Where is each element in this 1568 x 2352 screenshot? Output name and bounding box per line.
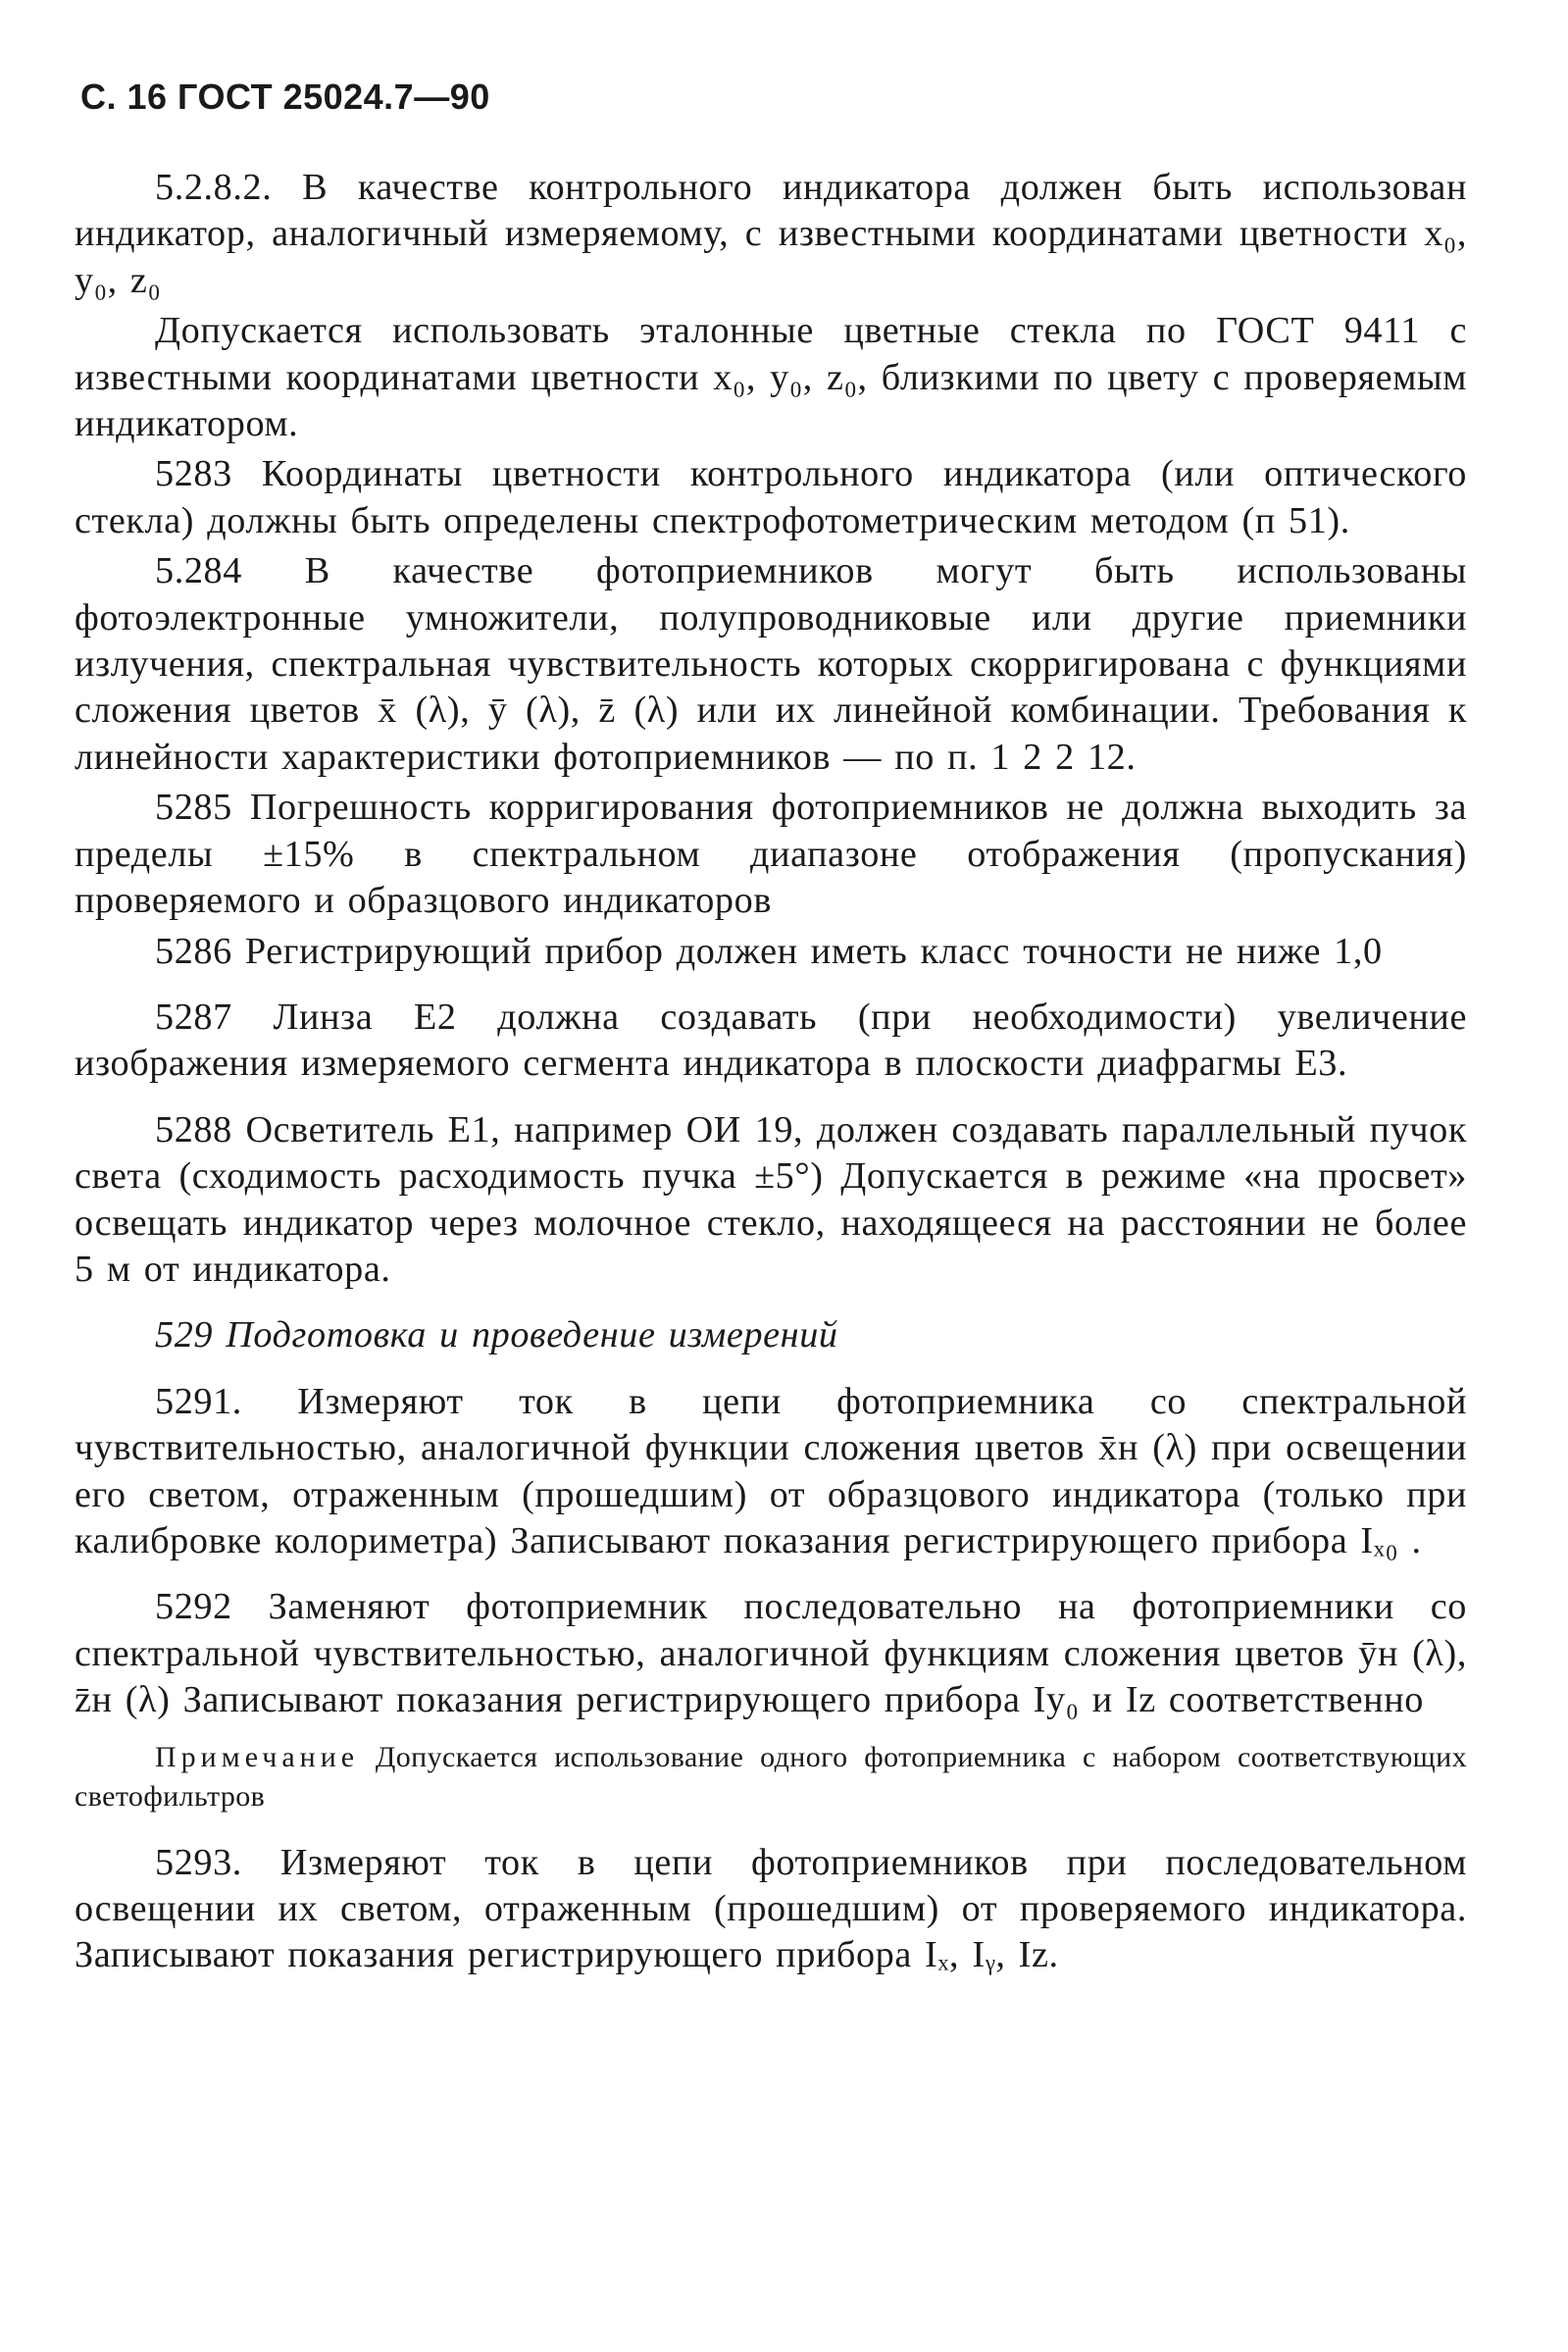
paragraph-5-2-9-3: 5293. Измеряют ток в цепи фотоприемников при последовательном освещении их светом, отраженным (прошедшим) от проверяемого индикатора. Записывают показания регистрирующего прибора Iₓ, Iᵧ, Iz. [75,1841,1467,1976]
paragraph-5-2-8-4: 5.284 В качестве фотоприемников могут быть использованы фотоэлектронные умножители, полупроводниковые или другие приемники излучения, спектральная чувствительность которых скорригирована с функциями сложения цветов x̄ (λ), ȳ (λ), z̄ (λ) или их линейной комбинации. Требования к линейности характеристики фотоприемников — по п. 1 2 2 12. [75,550,1467,778]
document-body [75,165,1467,1983]
paragraph-5-2-8-7: 5287 Линза Е2 должна создавать (при необходимости) увеличение изображения измеряемого сегмента индикатора в плоскости диафрагмы Е3. [75,996,1467,1085]
paragraph-5-2-8-3: 5283 Координаты цветности контрольного индикатора (или оптического стекла) должны быть определены спектрофотометрическим методом (п 51). [75,453,1467,541]
section-heading-5-2-9: 529 Подготовка и проведение измерений [155,1314,838,1356]
note [75,1738,1467,1816]
paragraph-5-2-8-6: 5286 Регистрирующий прибор должен иметь класс точности не ниже 1,0 [155,930,1383,972]
note-text: Допускается использование одного фотоприемника с набором соответствующих светофильтров [75,1740,1467,1813]
paragraph-5-2-8-2: 5.2.8.2. В качестве контрольного индикатора должен быть использован индикатор, аналогичный измеряемому, с известными координатами цветности x₀, y₀, z₀ [75,167,1467,301]
note-label: Примечание [155,1740,360,1773]
paragraph-5-2-9-1: 5291. Измеряют ток в цепи фотоприемника со спектральной чувствительностью, аналогичной функции сложения цветов x̄н (λ) при освещении его светом, отраженным (прошедшим) от образцового индикатора (только при калибровке колориметра) Записывают показания регистрирующего прибора Iₓ₀ . [75,1380,1467,1561]
paragraph-5-2-9-2: 5292 Заменяют фотоприемник последовательно на фотоприемники со спектральной чувствительностью, аналогичной функциям сложения цветов ȳн (λ), z̄н (λ) Записывают показания регистрирующего прибора Iy₀ и Iz соответственно [75,1586,1467,1721]
paragraph-admissible-glass: Допускается использовать эталонные цветные стекла по ГОСТ 9411 с известными координатами цветности x₀, y₀, z₀, близкими по цвету с проверяемым индикатором. [75,310,1467,445]
page-header: С. 16 ГОСТ 25024.7—90 [80,77,490,117]
paragraph-5-2-8-5: 5285 Погрешность корригирования фотоприемников не должна выходить за пределы ±15% в спектральном диапазоне отображения (пропускания) проверяемого и образцового индикаторов [75,787,1467,922]
paragraph-5-2-8-8: 5288 Осветитель Е1, например ОИ 19, должен создавать параллельный пучок света (сходимость расходимость пучка ±5°) Допускается в режиме «на просвет» освещать индикатор через молочное стекло, находящееся на расстоянии не более 5 м от индикатора. [75,1108,1467,1290]
